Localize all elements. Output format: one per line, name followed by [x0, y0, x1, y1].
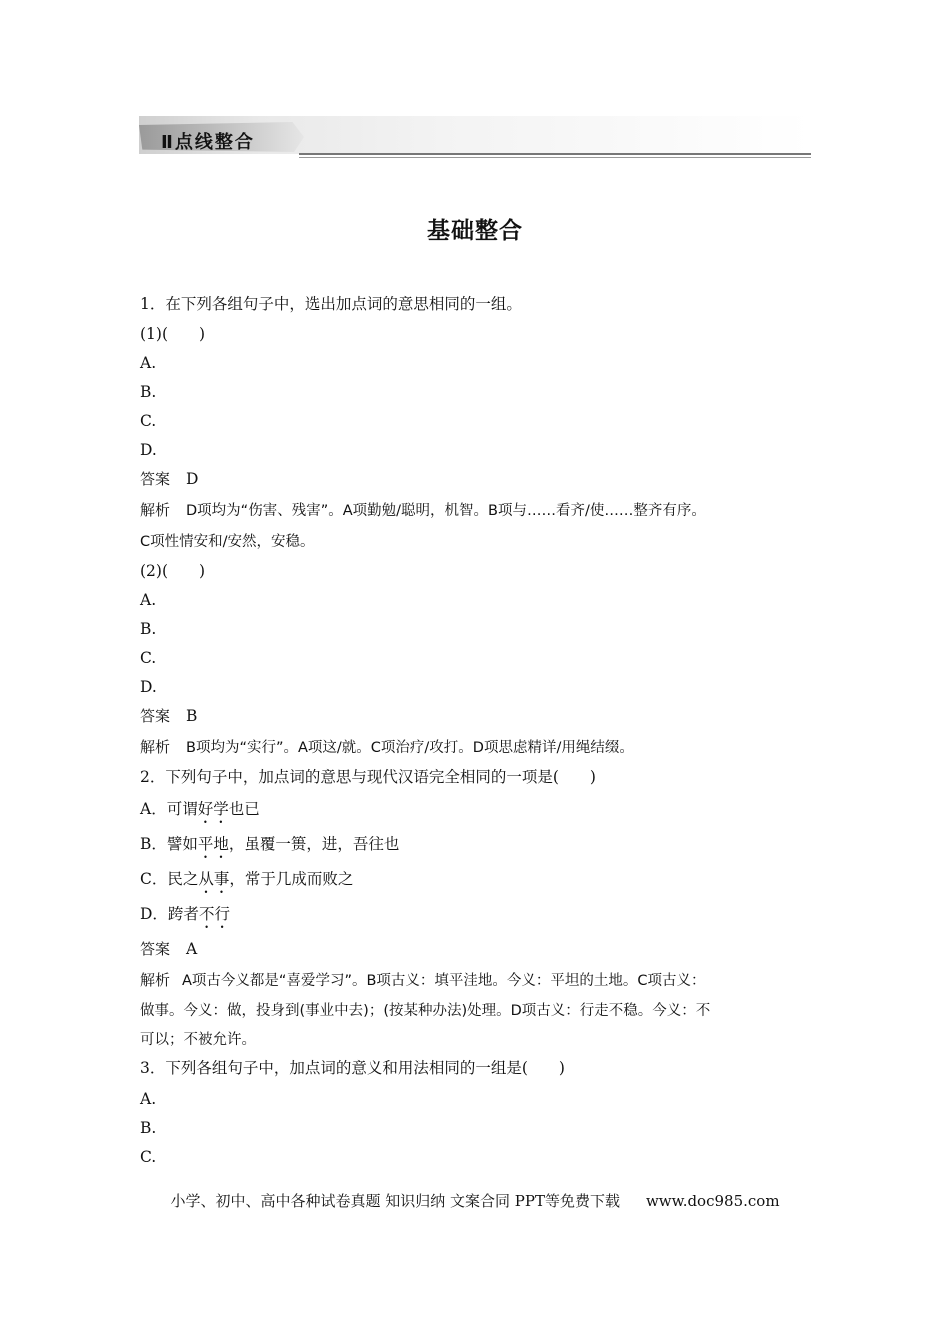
option-text: ，常于几成而败之 — [229, 870, 354, 888]
q2-analysis-cont-1 — [140, 1000, 710, 1021]
option-text: D．跨者 — [140, 905, 199, 923]
q1-sub2: (2)( ) — [140, 562, 206, 580]
q1-analysis-1-cont — [140, 531, 315, 552]
option-text: C．民之 — [140, 870, 199, 888]
q1-sub2-option-b: B. — [140, 620, 157, 638]
q2-analysis-cont-2 — [140, 1029, 256, 1050]
answer-label: 答案 — [140, 470, 171, 488]
q1-sub2-option-c: C. — [140, 649, 157, 667]
banner-rule-thin — [299, 157, 811, 158]
q2-option-c — [140, 869, 353, 897]
q1-analysis-1 — [140, 500, 706, 521]
q1-analysis-2 — [140, 737, 634, 758]
analysis-text: B项均为“实行”。A项这/就。C项治疗/攻打。D项思虑精详/用绳结缀。 — [186, 740, 634, 756]
footer-text: 小学、初中、高中各种试卷真题 知识归纳 文案合同 PPT等免费下载 — [170, 1192, 620, 1210]
q3-option-b: B. — [140, 1119, 157, 1137]
dotted-word: 从事 — [198, 870, 230, 888]
page-footer — [0, 1190, 950, 1211]
analysis-label: 解析 — [140, 738, 171, 756]
q2-option-b — [140, 834, 399, 862]
dotted-word: 平地 — [197, 835, 229, 853]
dotted-word: 不行 — [198, 905, 230, 923]
q1-stem: 1．在下列各组句子中，选出加点词的意思相同的一组。 — [140, 295, 522, 313]
q1-answer-2 — [140, 706, 197, 726]
dotted-word: 好学 — [197, 800, 229, 818]
q1-sub2-option-d: D. — [140, 678, 157, 696]
q3-option-c: C. — [140, 1148, 157, 1166]
option-text: A．可谓 — [140, 800, 198, 818]
q1-option-d: D. — [140, 441, 157, 459]
answer-value: A — [186, 940, 198, 958]
q1-sub2-option-a: A. — [140, 591, 157, 609]
analysis-text: C项性情安和/安然，安稳。 — [140, 534, 315, 550]
banner-rule — [299, 153, 811, 155]
q2-option-d — [140, 904, 230, 932]
q3-option-a: A. — [140, 1090, 157, 1108]
analysis-text: 可以；不被允许。 — [140, 1032, 256, 1048]
answer-label: 答案 — [140, 707, 171, 725]
page-title: 基础整合 — [427, 218, 523, 244]
analysis-label: 解析 — [140, 501, 171, 519]
q2-stem: 2．下列句子中，加点词的意思与现代汉语完全相同的一项是( ) — [140, 768, 596, 786]
q1-option-c: C. — [140, 412, 157, 430]
section-banner — [139, 116, 811, 160]
analysis-text: D项均为“伤害、残害”。A项勤勉/聪明，机智。B项与……看齐/使……整齐有序。 — [186, 503, 706, 519]
q1-sub1: (1)( ) — [140, 325, 206, 343]
q3-stem: 3．下列各组句子中，加点词的意义和用法相同的一组是( ) — [140, 1059, 565, 1077]
q2-analysis — [140, 970, 706, 991]
q2-option-a — [140, 799, 260, 827]
banner-label: Ⅱ点线整合 — [161, 132, 255, 153]
option-text: B．譬如 — [140, 835, 198, 853]
q2-answer — [140, 939, 197, 959]
q1-option-b: B. — [140, 383, 157, 401]
footer-site-link[interactable]: www.doc985.com — [645, 1192, 780, 1210]
analysis-text: 做事。今义：做，投身到(事业中去)；(按某种办法)处理。D项古义：行走不稳。今义：不 — [140, 1003, 711, 1019]
answer-value: B — [186, 707, 198, 725]
answer-value: D — [186, 470, 199, 488]
analysis-text: A项古今义都是“喜爱学习”。B项古义：填平洼地。今义：平坦的土地。C项古义： — [182, 973, 706, 989]
q1-option-a: A. — [140, 354, 157, 372]
option-text: ，虽覆一篑，进，吾往也 — [228, 835, 400, 853]
q1-answer-1 — [140, 469, 198, 489]
option-text: 也已 — [228, 800, 260, 818]
analysis-label: 解析 — [140, 971, 171, 989]
answer-label: 答案 — [140, 940, 171, 958]
